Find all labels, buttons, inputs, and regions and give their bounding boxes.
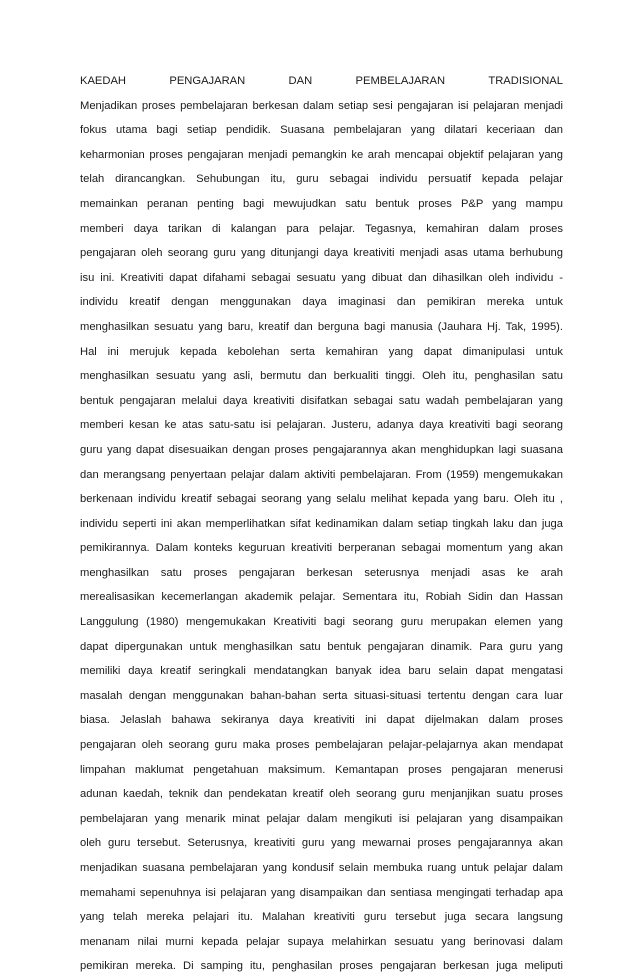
text-line: pengajaran oleh seorang guru maka proses pembelajaran pelajar-pelajarnya akan mendapat	[80, 739, 563, 752]
text-line: Menjadikan proses pembelajaran berkesan dalam setiap sesi pengajaran isi pelajaran menjadi	[80, 99, 563, 112]
text-line: fokus utama bagi setiap pendidik. Suasana pembelajaran yang dilatari keceriaan dan	[80, 124, 563, 137]
text-line: memberi kesan ke atas satu-satu isi pelajaran. Justeru, adanya daya kreativiti bagi seorang	[80, 419, 563, 432]
heading-word: KAEDAH	[80, 75, 127, 87]
document-page	[80, 69, 563, 979]
text-line: menghasilkan sesuatu yang asli, bermutu dan berkualiti tinggi. Oleh itu, penghasilan satu	[80, 370, 563, 383]
document-heading	[80, 69, 563, 94]
text-line: pemikirannya. Dalam konteks keguruan kreativiti berperanan sebagai momentum yang akan	[80, 542, 563, 555]
heading-word: PEMBELAJARAN	[355, 75, 446, 87]
text-line: keharmonian proses pengajaran menjadi pemangkin ke arah mencapai objektif pelajaran yang	[80, 148, 563, 161]
text-line: menghasilkan sesuatu yang baru, kreatif dan berguna bagi manusia (Jauhara Hj. Tak, 1995).	[80, 320, 563, 333]
text-line: pemikiran mereka. Di samping itu, penghasilan proses pengajaran berkesan juga meliputi	[80, 960, 563, 973]
text-line: menghasilkan satu proses pengajaran berkesan seterusnya menjadi asas ke arah	[80, 566, 563, 579]
text-line: yang telah mereka pelajari itu. Malahan kreativiti guru tersebut juga secara langsung	[80, 911, 563, 924]
text-line: biasa. Jelaslah bahawa sekiranya daya kreativiti ini dapat dijelmakan dalam proses	[80, 714, 563, 727]
text-line: guru yang dapat disesuaikan dengan proses pengajarannya akan menghidupkan lagi suasana	[80, 443, 563, 456]
text-line: memahami sepenuhnya isi pelajaran yang disampaikan dan sentiasa mengingati terhadap apa	[80, 886, 563, 899]
text-line: adunan kaedah, teknik dan pendekatan kreatif oleh seorang guru menjanjikan suatu proses	[80, 788, 563, 801]
text-line: dapat dipergunakan untuk menghasilkan satu bentuk pengajaran dinamik. Para guru yang	[80, 640, 563, 653]
text-line: masalah dengan menggunakan bahan-bahan serta situasi-situasi tertentu dengan cara luar	[80, 689, 563, 702]
text-line: dan merangsang penyertaan pelajar dalam aktiviti pembelajaran. From (1959) mengemukakan	[80, 468, 563, 481]
text-line: memainkan peranan penting bagi mewujudkan satu bentuk proses P&P yang mampu	[80, 197, 563, 210]
heading-word: PENGAJARAN	[169, 75, 246, 87]
text-line: individu seperti ini akan memperlihatkan sifat kedinamikan dalam setiap tingkah laku dan juga	[80, 517, 563, 530]
text-line: oleh guru tersebut. Seterusnya, kreativiti guru yang mewarnai proses pengajarannya akan	[80, 837, 563, 850]
text-line: pembelajaran yang menarik minat pelajar dalam mengikuti isi pelajaran yang disampaikan	[80, 812, 563, 825]
text-line: memberi daya tarikan di kalangan para pelajar. Tegasnya, kemahiran dalam proses	[80, 222, 563, 235]
text-line: menanam nilai murni kepada pelajar supaya melahirkan sesuatu yang berinovasi dalam	[80, 935, 563, 948]
text-line: telah dirancangkan. Sehubungan itu, guru sebagai individu persuatif kepada pelajar	[80, 173, 563, 186]
text-line: individu kreatif dengan menggunakan daya imaginasi dan pemikiran mereka untuk	[80, 296, 563, 309]
body-paragraph	[80, 94, 563, 979]
heading-word: DAN	[288, 75, 313, 87]
text-line: menjadikan suasana pembelajaran yang kondusif selain membuka ruang untuk pelajar dalam	[80, 862, 563, 874]
text-line: merealisasikan kecemerlangan akademik pelajar. Sementara itu, Robiah Sidin dan Hassan	[80, 591, 563, 604]
text-line: memiliki daya kreatif seringkali mendatangkan banyak idea baru selain dapat mengatasi	[80, 665, 563, 678]
heading-word: TRADISIONAL	[488, 75, 563, 87]
text-line: isu ini. Kreativiti dapat difahami sebagai sesuatu yang dibuat dan dihasilkan oleh individu -	[80, 271, 563, 284]
text-line: berkenaan individu kreatif sebagai seorang yang selalu melihat kepada yang baru. Oleh itu ,	[80, 493, 563, 506]
text-line: Langgulung (1980) mengemukakan Kreativiti bagi seorang guru merupakan elemen yang	[80, 616, 563, 629]
text-line: limpahan maklumat pengetahuan maksimum. Kemantapan proses pengajaran menerusi	[80, 763, 563, 776]
text-line: Hal ini merujuk kepada kebolehan serta kemahiran yang dapat dimanipulasi untuk	[80, 345, 563, 358]
text-line: pengajaran oleh seorang guru yang ditunjangi daya kreativiti menjadi asas utama berhubung	[80, 247, 563, 260]
text-line: bentuk pengajaran melalui daya kreativiti disifatkan sebagai satu wadah pembelajaran yang	[80, 394, 563, 407]
